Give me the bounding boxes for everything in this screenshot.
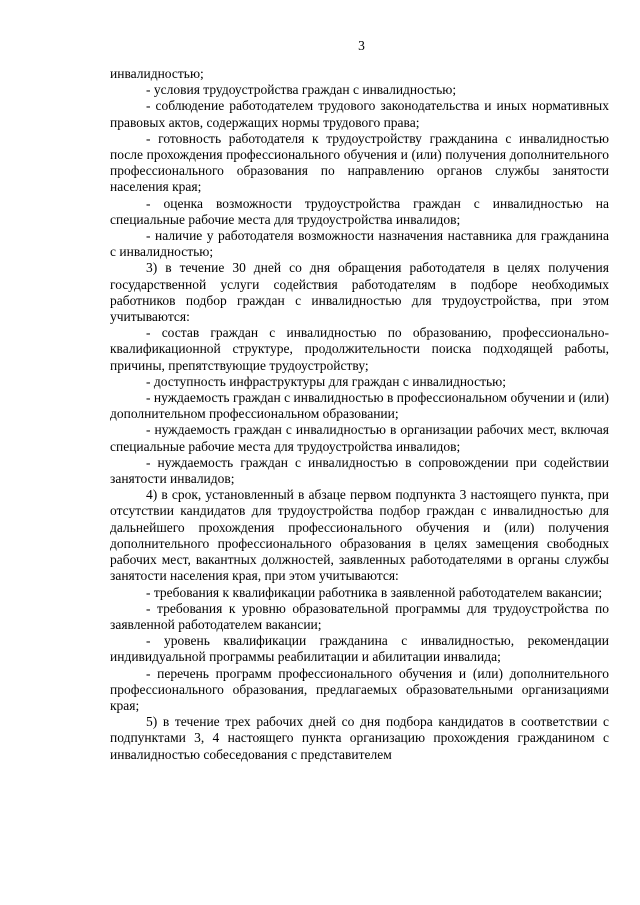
paragraph: - условия трудоустройства граждан с инвалидностью; [146, 82, 457, 98]
paragraph: - готовность работодателя к трудоустройству гражданина с инвалидностью после прохождения профессионального обучения и (или) получения дополнительного профессионального образования по направлению органов службы занятости населения края; [110, 130, 609, 195]
paragraph: - требования к уровню образовательной программы для трудоустройства по заявленной работодателем вакансии; [110, 600, 609, 632]
paragraph: - нуждаемость граждан с инвалидностью в профессиональном обучении и (или) дополнительном профессиональном образовании; [110, 390, 609, 422]
paragraph: 5) в течение трех рабочих дней со дня подбора кандидатов в соответствии с подпунктами 3, 4 настоящего пункта организацию прохождения гражданином с инвалидностью собеседования с представителем [110, 714, 609, 762]
paragraph: - состав граждан с инвалидностью по образованию, профессионально-квалификационной структуре, продолжительности поиска подходящей работы, причины, препятствующие трудоустройству; [110, 325, 609, 373]
paragraph: - нуждаемость граждан с инвалидностью в организации рабочих мест, включая специальные рабочие места для трудоустройства инвалидов; [110, 422, 609, 454]
paragraph: - соблюдение работодателем трудового законодательства и иных нормативных правовых актов, содержащих нормы трудового права; [110, 98, 609, 130]
paragraph: - наличие у работодателя возможности назначения наставника для гражданина с инвалидностью; [110, 228, 609, 260]
page-number: 3 [358, 38, 365, 53]
paragraph: - оценка возможности трудоустройства граждан с инвалидностью на специальные рабочие места для трудоустройства инвалидов; [110, 195, 609, 227]
paragraph: - нуждаемость граждан с инвалидностью в сопровождении при содействии занятости инвалидов; [110, 454, 609, 487]
paragraph: - перечень программ профессионального обучения и (или) дополнительного профессионального образования, предлагаемых образовательными организациями края; [110, 665, 609, 713]
paragraph: 3) в течение 30 дней со дня обращения работодателя в целях получения государственной услуги содействия работодателям в подборе необходимых работников подбор граждан с инвалидностью для трудоустройства, при этом учитываются: [110, 260, 609, 325]
paragraph: инвалидностью; [110, 66, 204, 81]
paragraph: 4) в срок, установленный в абзаце первом подпункта 3 настоящего пункта, при отсутствии кандидатов для трудоустройства подбор граждан с инвалидностью для дальнейшего прохождения профессионального обучения и (или) получения дополнительного профессионального образования в целях замещения свободных рабочих мест, вакантных должностей, заявленных работодателями в органы службы занятости населения края, при этом учитываются: [110, 487, 609, 584]
paragraph: - доступность инфраструктуры для граждан с инвалидностью; [146, 373, 507, 389]
paragraph: - требования к квалификации работника в заявленной работодателем вакансии; [146, 584, 603, 600]
paragraph: - уровень квалификации гражданина с инвалидностью, рекомендации индивидуальной программы реабилитации и абилитации инвалида; [110, 633, 609, 665]
